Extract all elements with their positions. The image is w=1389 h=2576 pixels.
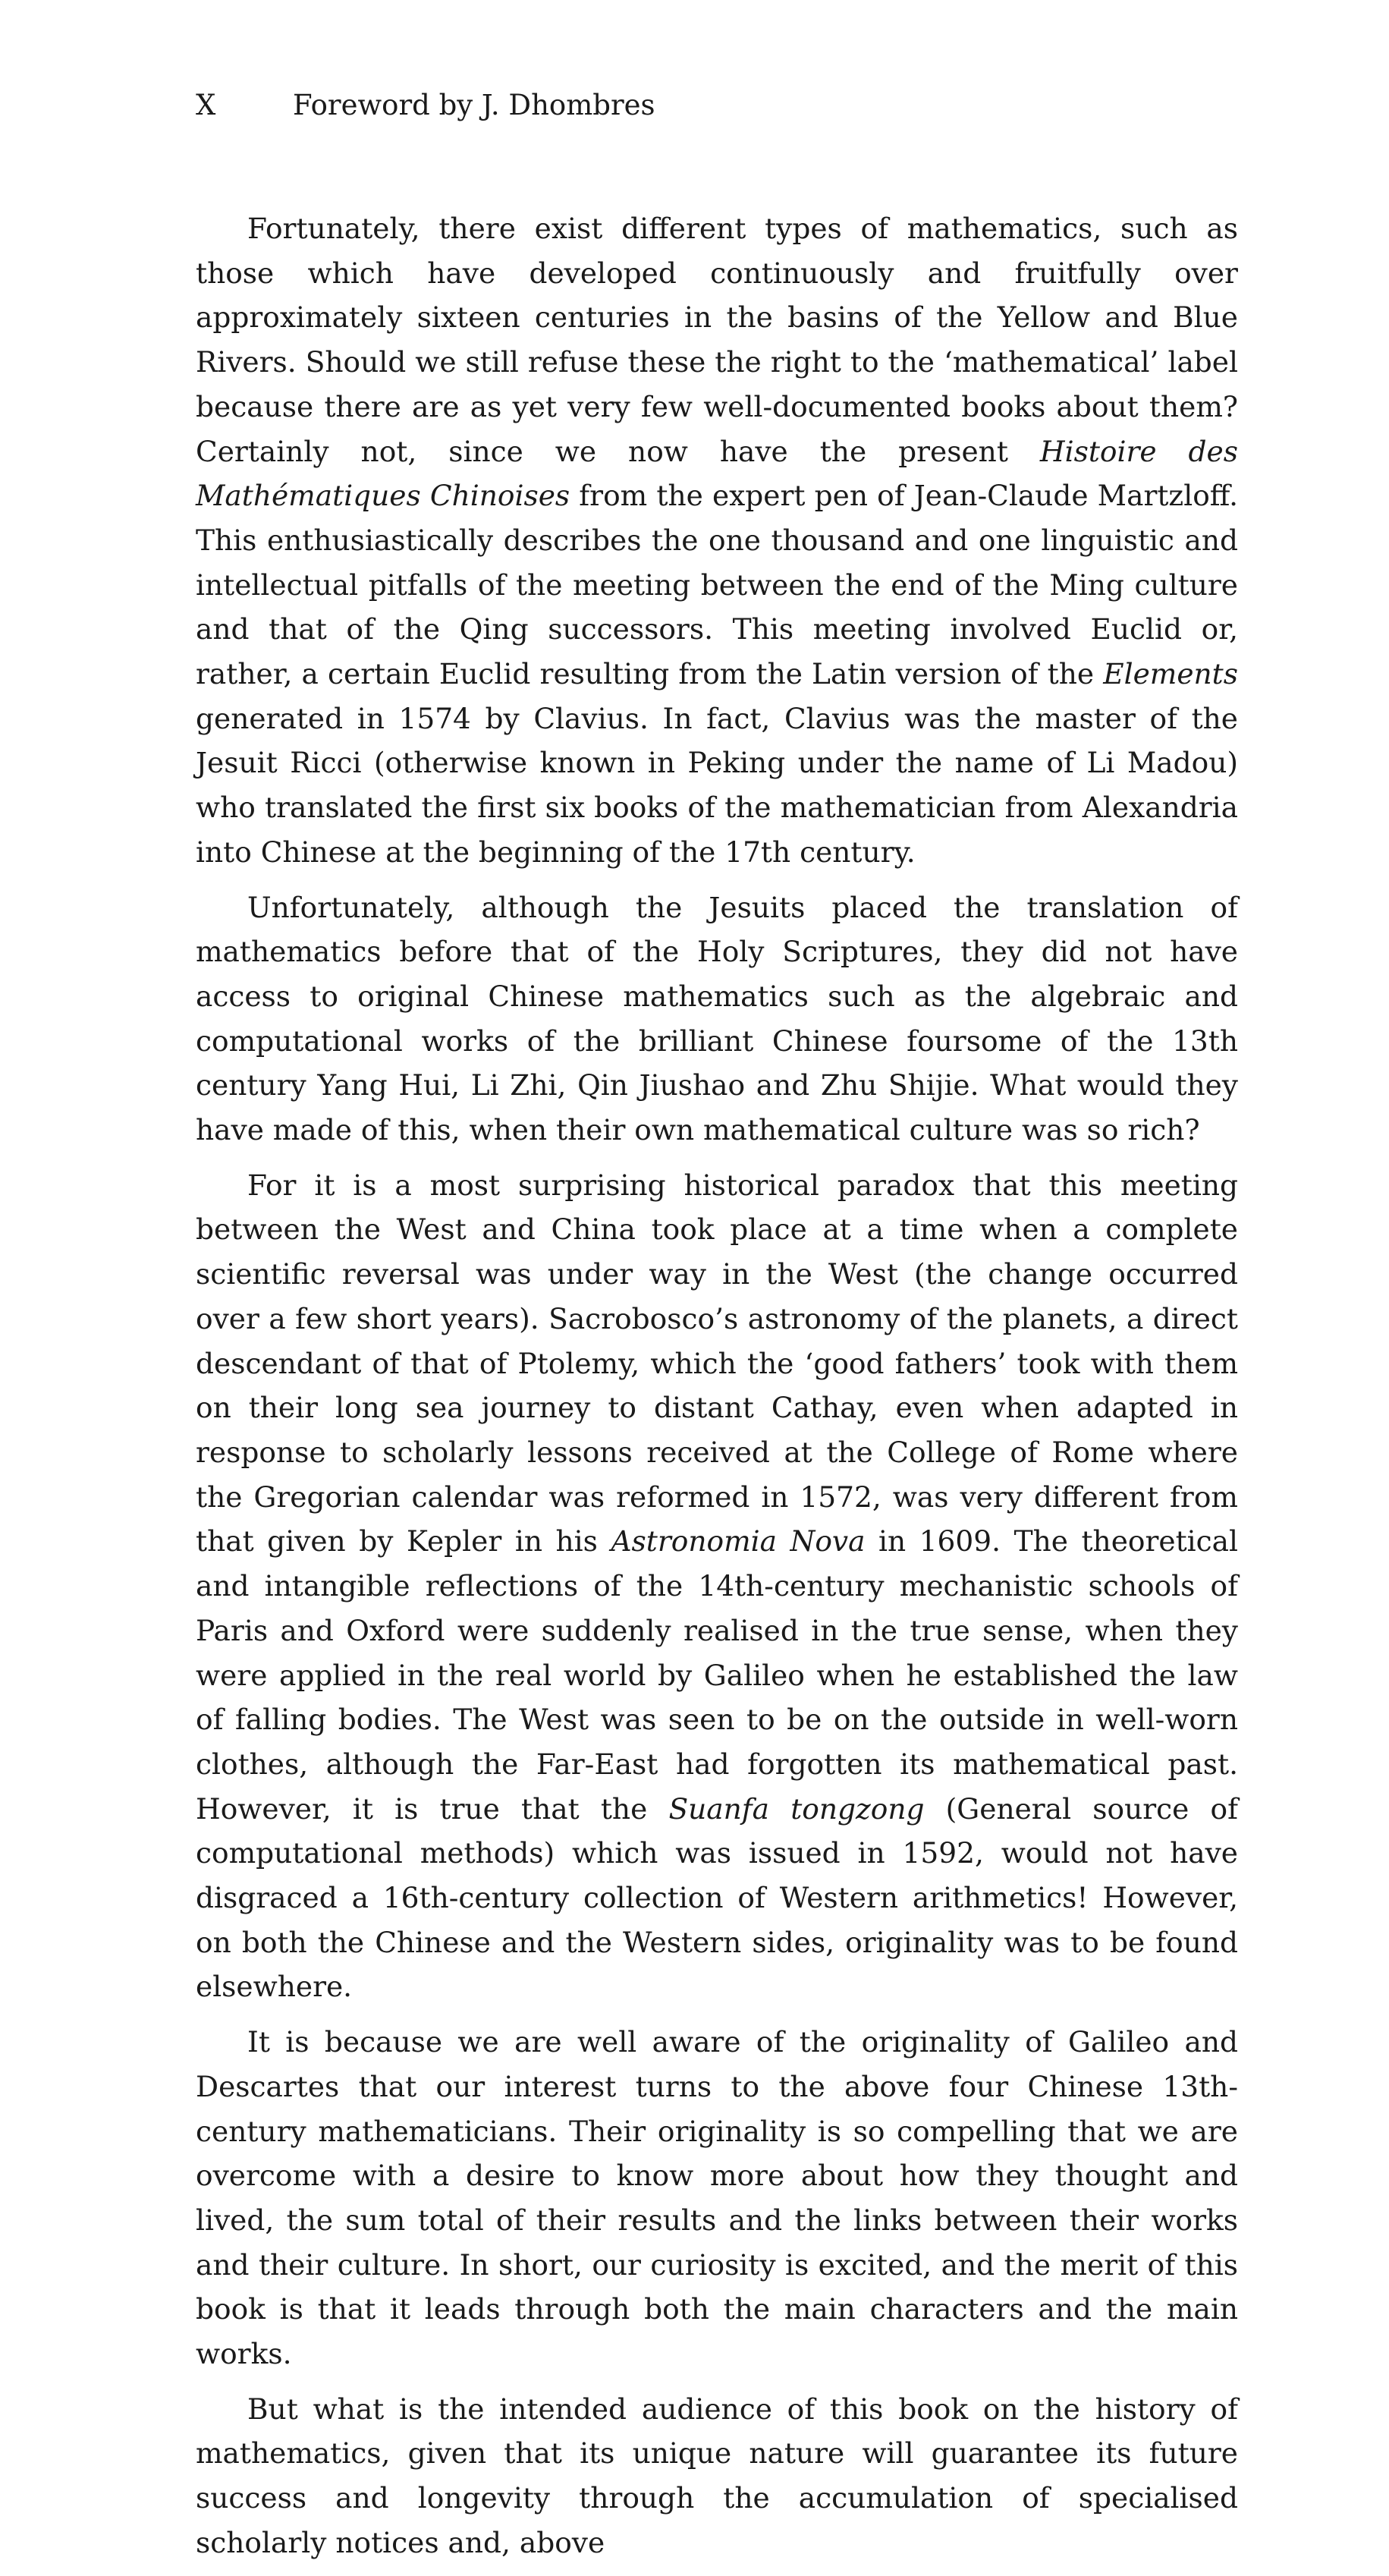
page-number: X	[196, 89, 216, 121]
text-segment: Fortunately, there exist different types of mathematics, such as those which have developed continuously and fruitfully over approximately sixteen centuries in the basins of the Yellow and Blue Rivers. Should we still refuse these the right to the ‘mathematical’ label because there are as yet very few well-documented books about them? Certainly not, since we now have the present	[196, 212, 1238, 468]
book-title-elements: Elements	[1103, 657, 1238, 691]
paragraph-3	[196, 1163, 1238, 2009]
text-segment: in 1609. The theoretical and intangible reflections of the 14th-century mechanistic schools of Paris and Oxford were suddenly realised in the true sense, when they were applied in the real world by Galileo when he established the law of falling bodies. The West was seen to be on the outside in well-worn clothes, although the Far-East had forgotten its mathematical past. However, it is true that the	[196, 1524, 1239, 1826]
book-title-astronomia-nova: Astronomia Nova	[611, 1524, 866, 1558]
book-title-histoire: Histoire des Mathématiques Chinoises	[196, 434, 1238, 513]
paragraph-1	[196, 206, 1238, 875]
text-segment: from the expert pen of Jean-Claude Martzloff. This enthusiastically describes the one thousand and one linguistic and intellectual pitfalls of the meeting between the end of the Ming culture and that of the Qing successors. This meeting involved Euclid or, rather, a certain Euclid resulting from the Latin version of the	[196, 479, 1238, 691]
paragraph-2	[196, 885, 1238, 1153]
paragraph-4	[196, 2020, 1238, 2376]
body-text	[196, 206, 1238, 2576]
running-title: Foreword by J. Dhombres	[293, 89, 655, 121]
text-segment: It is because we are well aware of the originality of Galileo and Descartes that our interest turns to the above four Chinese 13th-century mathematicians. Their originality is so compelling that we are overcome with a desire to know more about how they thought and lived, the sum total of their results and the links between their works and their culture. In short, our curiosity is excited, and the merit of this book is that it leads through both the main characters and the main works.	[196, 2025, 1238, 2371]
text-segment: generated in 1574 by Clavius. In fact, Clavius was the master of the Jesuit Ricci (otherwise known in Peking under the name of Li Madou) who translated the first six books of the mathematician from Alexandria into Chinese at the beginning of the 17th century.	[196, 701, 1238, 869]
book-title-suanfa-tongzong: Suanfa tongzong	[668, 1791, 925, 1826]
running-head	[196, 88, 655, 123]
paragraph-5	[196, 2387, 1238, 2565]
text-segment: But what is the intended audience of this book on the history of mathematics, given that its unique nature will guarantee its future success and longevity through the accumulation of specialised scholarly notices and, above	[196, 2392, 1238, 2559]
text-segment: For it is a most surprising historical paradox that this meeting between the West and China took place at a time when a complete scientific reversal was under way in the West (the change occurred over a few short years). Sacrobosco’s astronomy of the planets, a direct descendant of that of Ptolemy, which the ‘good fathers’ took with them on their long sea journey to distant Cathay, even when adapted in response to scholarly lessons received at the College of Rome where the Gregorian calendar was reformed in 1572, was very different from that given by Kepler in his	[196, 1168, 1238, 1558]
text-segment: (General source of computational methods) which was issued in 1592, would not have disgraced a 16th-century collection of Western arithmetics! However, on both the Chinese and the Western sides, originality was to be found elsewhere.	[196, 1791, 1238, 2004]
text-segment: Unfortunately, although the Jesuits placed the translation of mathematics before that of the Holy Scriptures, they did not have access to original Chinese mathematics such as the algebraic and computational works of the brilliant Chinese foursome of the 13th century Yang Hui, Li Zhi, Qin Jiushao and Zhu Shijie. What would they have made of this, when their own mathematical culture was so rich?	[196, 890, 1238, 1147]
